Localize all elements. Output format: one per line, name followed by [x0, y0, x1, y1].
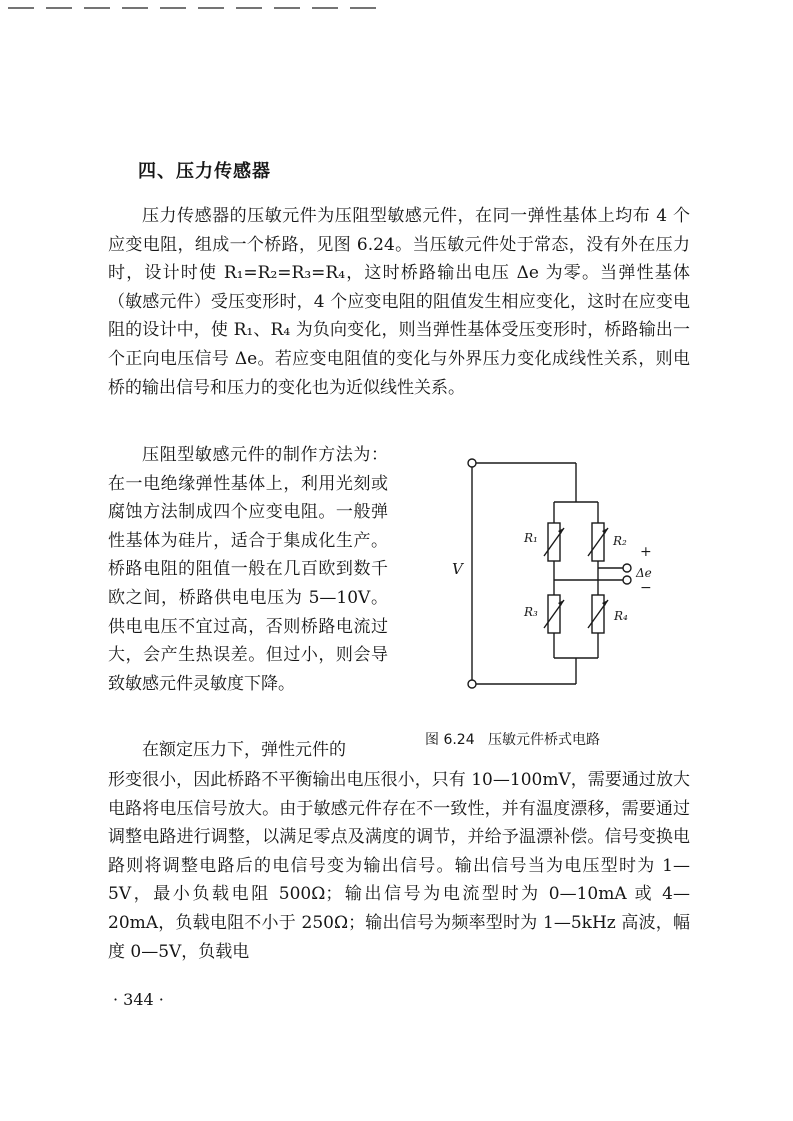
top-dash-rule: [0, 0, 400, 12]
label-v: V: [452, 560, 463, 578]
page-number: · 344 ·: [113, 990, 164, 1009]
label-r3: R₃: [524, 605, 538, 619]
label-r4: R₄: [614, 609, 628, 623]
label-r2: R₂: [613, 534, 627, 548]
output-terminal-plus: [623, 564, 631, 572]
label-delta-e: Δe: [636, 566, 652, 580]
bottom-terminal: [468, 680, 476, 688]
output-terminal-minus: [623, 576, 631, 584]
paragraph-intro: 压力传感器的压敏元件为压阻型敏感元件，在同一弹性基体上均布 4 个应变电阻，组成一个桥路，见图 6.24。当压敏元件处于常态，没有外在压力时，设计时使 R₁=R₂=R₃=R₄，这时桥路输出电压 Δe 为零。当弹性基体（敏感元件）受压变形时，4 个应变电阻的阻值发生相应变化，这时在应变电阻的设计中，使 R₁、R₄ 为负向变化，则当弹性基体受压变形时，桥路输出一个正向电压信号 Δe。若应变电阻值的变化与外界压力变化成线性关系，则电桥的输出信号和压力的变化也为近似线性关系。: [108, 206, 690, 398]
bridge-circuit-diagram: [440, 450, 690, 710]
section-heading: 四、压力传感器: [138, 161, 271, 182]
paragraph-fabrication: 压阻型敏感元件的制作方法为：在一电绝缘弹性基体上，利用光刻或腐蚀方法制成四个应变电阻。一般弹性基体为硅片，适合于集成化生产。桥路电阻的阻值一般在几百欧到数千欧之间，桥路供电电压为 5—10V。供电电压不宜过高，否则桥路电流过大，会产生热误差。但过小，则会导致敏感元件灵敏度下降。: [108, 445, 388, 694]
label-r1: R₁: [524, 531, 538, 545]
paragraph-rated-pressure-start: 在额定压力下，弹性元件的: [142, 740, 346, 760]
top-terminal: [468, 459, 476, 467]
paragraph-rated-pressure-continued: 形变很小，因此桥路不平衡输出电压很小，只有 10—100mV，需要通过放大电路将电压信号放大。由于敏感元件存在不一致性，并有温度漂移，需要通过调整电路进行调整，以满足零点及满度的调节，并给予温漂补偿。信号变换电路则将调整电路后的电信号变为输出信号。输出信号当为电压型时为 1—5V，最小负载电阻 500Ω；输出信号为电流型时为 0—10mA 或 4—20mA，负载电阻不小于 250Ω；输出信号为频率型时为 1—5kHz 高波，幅度 0—5V，负载电: [108, 770, 690, 962]
label-plus: +: [640, 544, 652, 560]
figure-caption: 图 6.24 压敏元件桥式电路: [425, 732, 600, 748]
label-minus: −: [640, 580, 652, 596]
